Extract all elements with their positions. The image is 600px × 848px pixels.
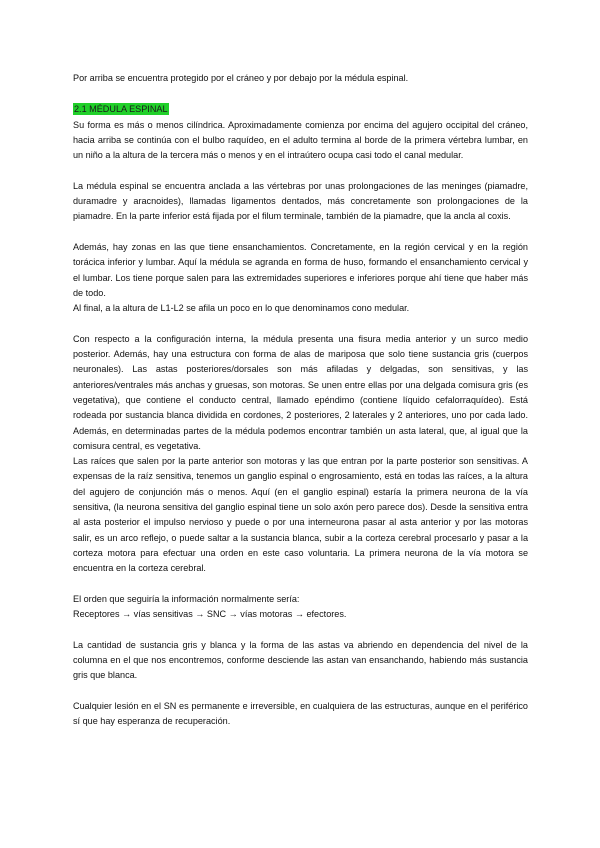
intro-paragraph: Por arriba se encuentra protegido por el cráneo y por debajo por la médula espinal. (73, 73, 409, 83)
section-heading: 2.1 MÉDULA ESPINAL (74, 104, 168, 115)
paragraph-gap (73, 163, 528, 178)
paragraph-flujo-informacion: Receptores → vías sensitivas → SNC → vías motoras → efectores. (73, 609, 347, 620)
section-heading-wrapper (73, 102, 528, 117)
paragraph-raices: Las raíces que salen por la parte anterior son motoras y las que entran por la parte posterior son sensitivas. A expensas de la raíz sensitiva, tenemos un ganglio espinal o engrosamiento, está en todas las raíces, a la altura del agujero de conjunción más o menos. Aquí (en el ganglio espinal) estaría la primera neurona de la vía sensitiva, (la neurona sensitiva del ganglio espinal tiene un solo axón pero parece dos). Desde la sensitiva entra al asta posterior el impulso nervioso y puede o por una interneurona pasar al asta anterior y por las motoras salir, es un arco reflejo, o puede saltar a la sustancia blanca, subir a la corteza cerebral procesarlo y pasar a la corteza motora para efectuar una orden en este caso voluntaria. La primera neurona de la vía motora se encuentra en la corteza cerebral. (73, 456, 528, 574)
paragraph-configuracion-interna: Con respecto a la configuración interna, la médula presenta una fisura media anterior y un surco medio posterior. Además, hay una estructura con forma de alas de mariposa que solo tiene sustancia gris (cuerpos neuronales). Las astas posteriores/dorsales son más afiladas y delgadas, son sensitivas, y las anteriores/ventrales más anchas y gruesas, son motoras. Se unen entre ellas por una delgada comisura gris (es vegetativa), que contiene el conducto central, llamado epéndimo (contiene líquido cefalorraquídeo). Está rodeada por sustancia blanca dividida en cordones, 2 posteriores, 2 laterales y 2 anteriores, uno por cada lado. Además, en determinadas partes de la médula podemos encontrar también un asta lateral, que, al igual que la comisura central, es vegetativa. (73, 333, 528, 451)
paragraph-ensanchamientos: Además, hay zonas en las que tiene ensanchamientos. Concretamente, en la región cervical y en la región torácica inferior y lumbar. Aquí la médula se agranda en forma de huso, formando el ensanchamiento cervical y el lumbar. Los tiene porque salen para las extremidades superiores e inferiores porque ahí tiene que haber más de todo. (73, 241, 528, 298)
paragraph-orden: El orden que seguiría la información normalmente sería: (73, 593, 300, 604)
paragraph-sustancia-gris: La cantidad de sustancia gris y blanca y la forma de las astas va abriendo en dependencia del nivel de la columna en el que nos encontremos, conforme desciende las astan van ensanchando, habiendo más sustancia gris que blanca. (73, 639, 528, 681)
paragraph-gap (73, 577, 528, 592)
paragraph-gap (73, 225, 528, 240)
paragraph-gap (73, 684, 528, 699)
paragraph-forma: Su forma es más o menos cilíndrica. Aproximadamente comienza por encima del agujero occipital del cráneo, hacia arriba se continúa con el bulbo raquídeo, en el adulto termina al borde de la primera vértebra lumbar, en un niño a la altura de la tercera más o menos y en el intraútero ocupa casi todo el canal medular. (73, 119, 528, 161)
paragraph-gap (73, 622, 528, 637)
paragraph-lesion: Cualquier lesión en el SN es permanente e irreversible, en cualquiera de las estructuras, aunque en el periférico sí que hay esperanza de recuperación. (73, 700, 528, 727)
paragraph-anclaje: La médula espinal se encuentra anclada a las vértebras por unas prolongaciones de las meninges (piamadre, duramadre y aracnoides), llamadas ligamentos dentados, más concretamente son prolongaciones de la piamadre. En la parte inferior está fijada por el filum terminale, también de la piamadre, que la ancla al coxis. (73, 180, 528, 222)
paragraph-gap (73, 316, 528, 331)
paragraph-cono-medular: Al final, a la altura de L1-L2 se afila un poco en lo que denominamos cono medular. (73, 303, 410, 314)
